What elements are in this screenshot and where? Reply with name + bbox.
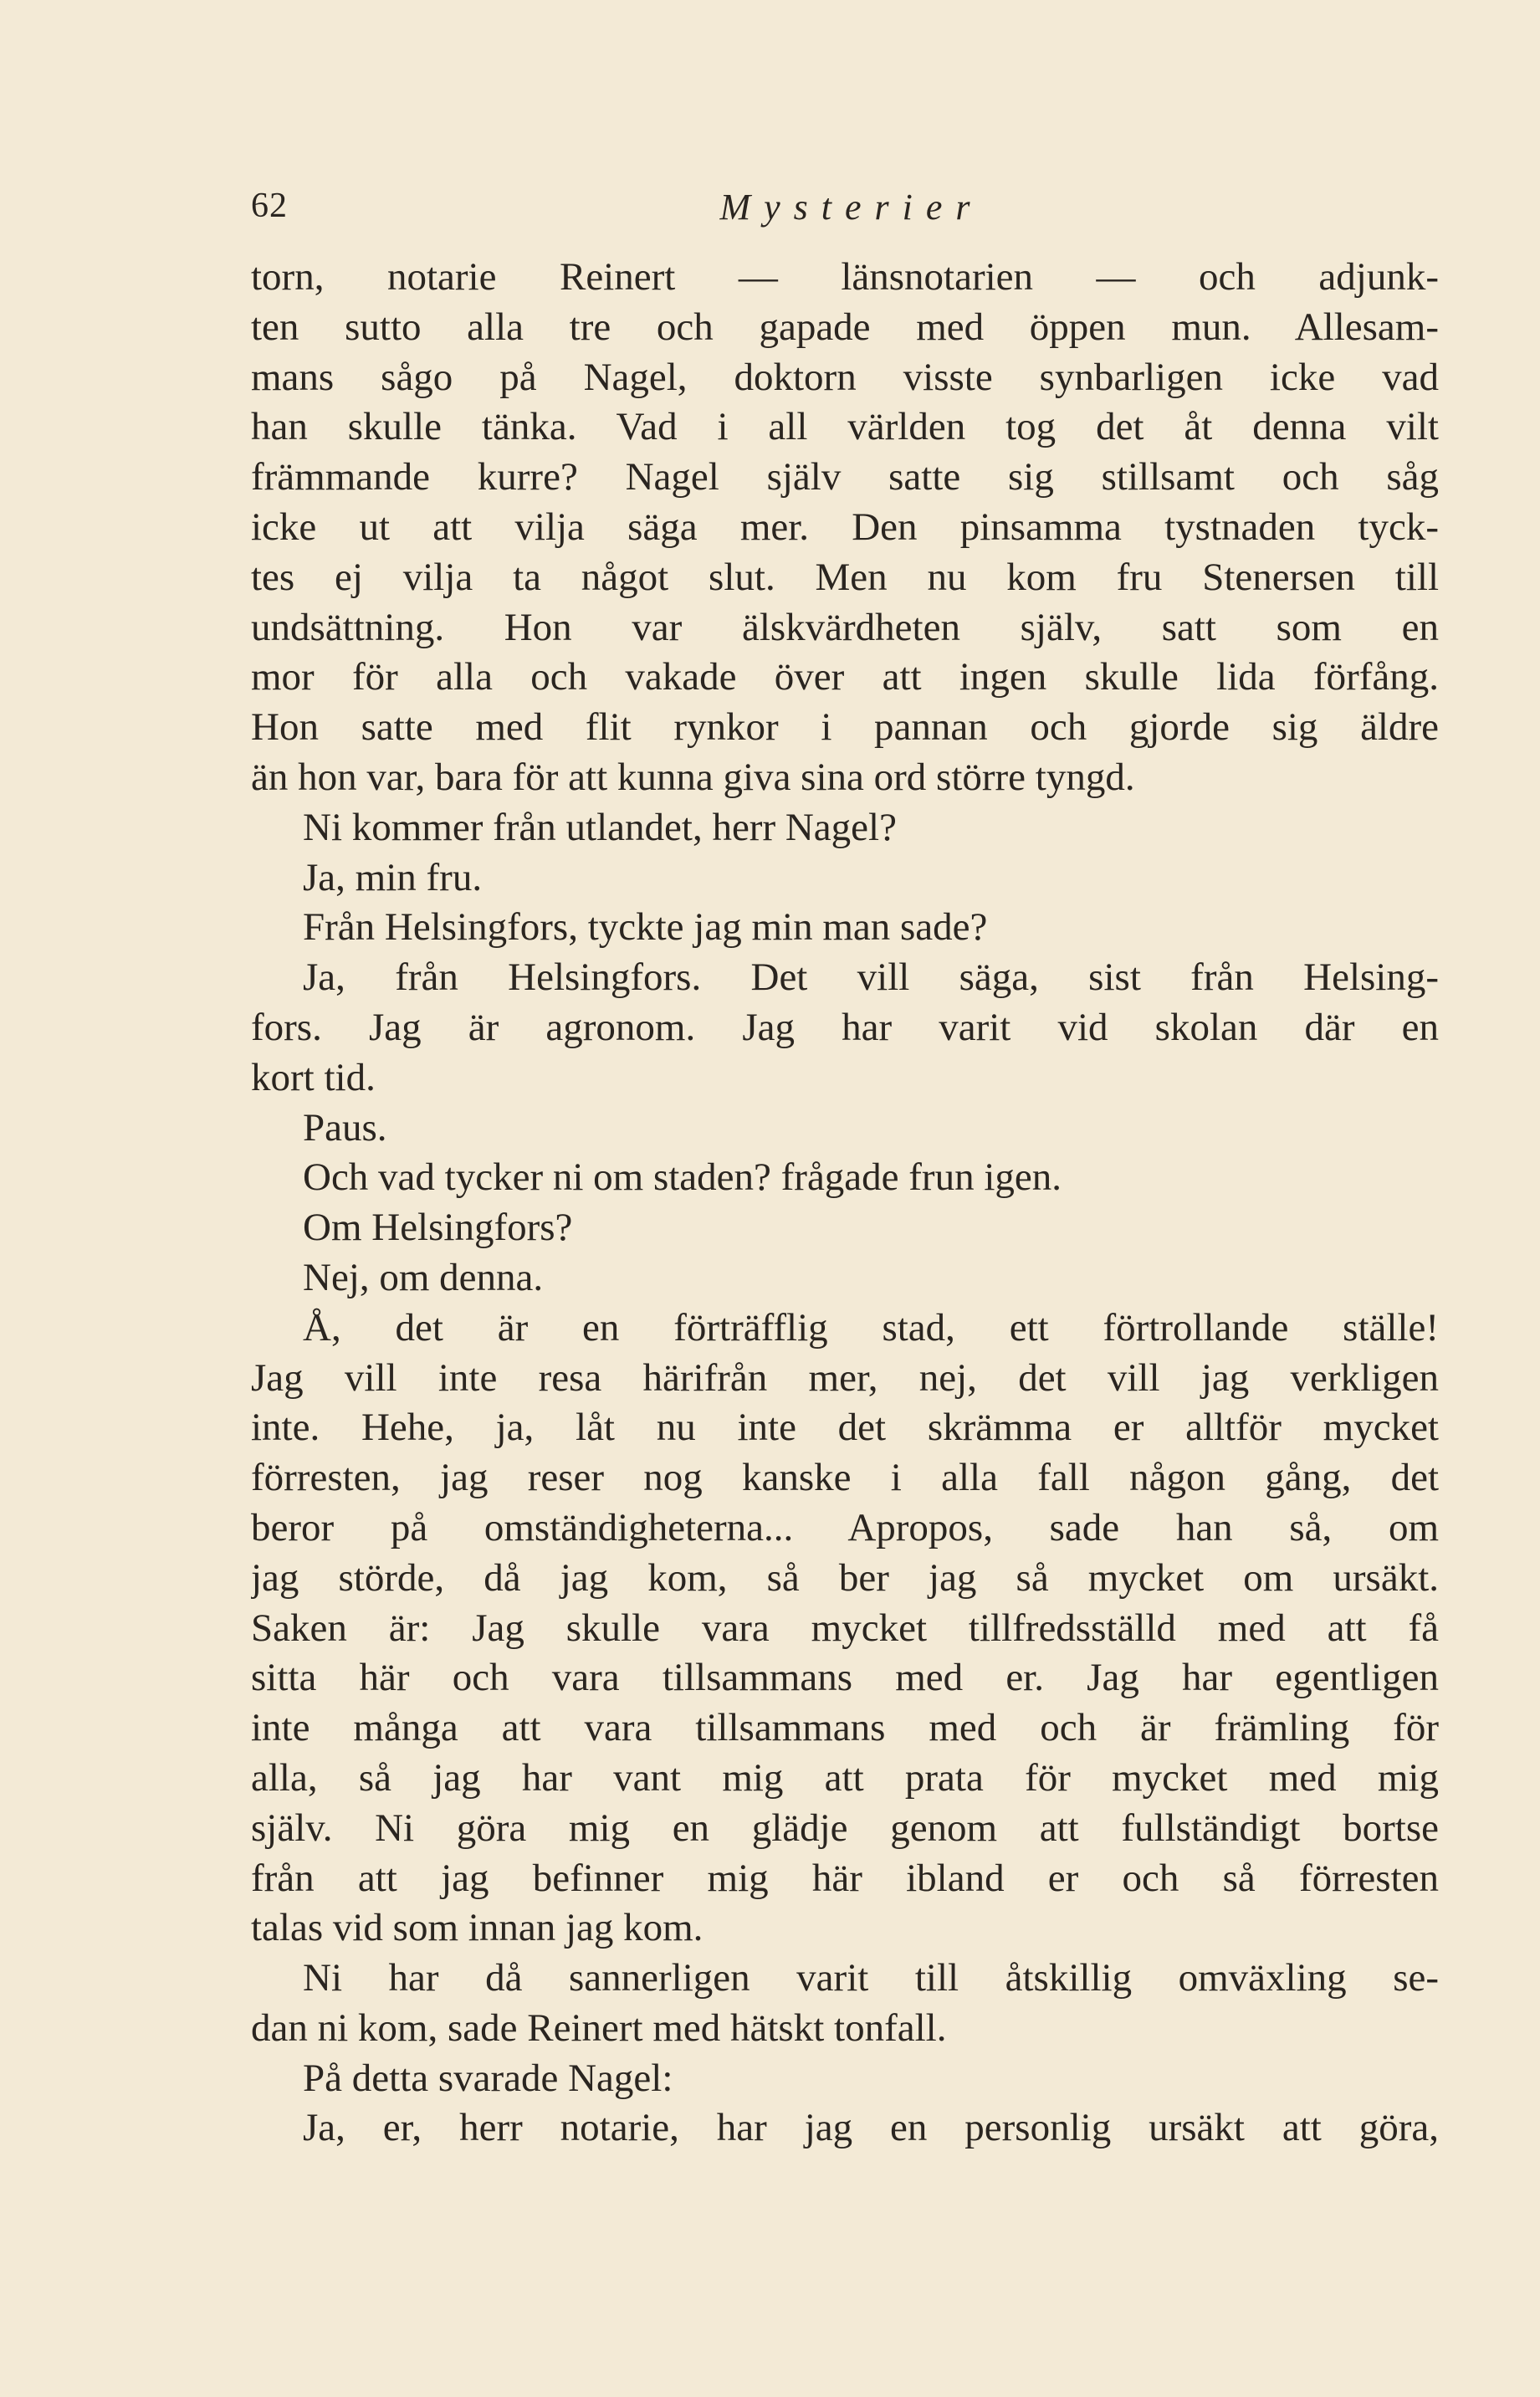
text-line: Och vad tycker ni om staden? frågade frun igen. — [303, 1155, 1062, 1200]
text-line: beror på omständigheterna... Apropos, sade han så, om — [251, 1505, 1439, 1549]
text-line: främmande kurre? Nagel själv satte sig stillsamt och såg — [251, 455, 1439, 499]
text-line: mor för alla och vakade över att ingen skulle lida förfång. — [251, 655, 1439, 699]
text-line: Jag vill inte resa härifrån mer, nej, det vill jag verkligen — [251, 1355, 1439, 1400]
running-title: Mysterier — [719, 187, 984, 228]
text-line: tes ej vilja ta något slut. Men nu kom fru Stenersen till — [251, 555, 1439, 599]
text-line: torn, notarie Reinert — länsnotarien — och adjunk- — [251, 255, 1439, 299]
text-line: icke ut att vilja säga mer. Den pinsamma tystnaden tyck- — [251, 504, 1439, 549]
text-line: förresten, jag reser nog kanske i alla fall någon gång, det — [251, 1456, 1439, 1500]
text-line: Ja, min fru. — [303, 855, 483, 899]
text-line: Saken är: Jag skulle vara mycket tillfredsställd med att få — [251, 1606, 1439, 1650]
text-line: Å, det är en förträfflig stad, ett förtrollande ställe! — [303, 1305, 1439, 1350]
text-line: jag störde, då jag kom, så ber jag så mycket om ursäkt. — [251, 1555, 1439, 1600]
page-number: 62 — [251, 187, 288, 225]
text-line: inte många att vara tillsammans med och är främling för — [251, 1706, 1439, 1750]
text-line: Ni har då sannerligen varit till åtskillig omväxling se- — [303, 1956, 1439, 2000]
text-line: Om Helsingfors? — [303, 1206, 573, 1250]
text-line: Från Helsingfors, tyckte jag min man sade? — [303, 905, 988, 950]
body-text — [251, 253, 1439, 2154]
text-line: Ja, från Helsingfors. Det vill säga, sist från Helsing- — [303, 955, 1439, 1000]
text-line: ten sutto alla tre och gapade med öppen mun. Allesam- — [251, 305, 1439, 349]
text-line: än hon var, bara för att kunna giva sina ord större tyngd. — [251, 755, 1135, 799]
text-line: fors. Jag är agronom. Jag har varit vid skolan där en — [251, 1005, 1439, 1049]
text-line: Hon satte med flit rynkor i pannan och gjorde sig äldre — [251, 705, 1439, 750]
text-line: Nej, om denna. — [303, 1255, 544, 1299]
text-line: Ja, er, herr notarie, har jag en personlig ursäkt att göra, — [303, 2106, 1439, 2150]
text-line: På detta svarade Nagel: — [303, 2056, 673, 2100]
text-line: undsättning. Hon var älskvärdheten själv, satt som en — [251, 605, 1439, 649]
text-line: från att jag befinner mig här ibland er och så förresten — [251, 1856, 1439, 1900]
text-line: dan ni kom, sade Reinert med hätskt tonfall. — [251, 2005, 947, 2050]
running-head — [251, 186, 1439, 236]
text-line: inte. Hehe, ja, låt nu inte det skrämma er alltför mycket — [251, 1406, 1439, 1450]
text-line: mans sågo på Nagel, doktorn visste synbarligen icke vad — [251, 355, 1439, 399]
text-line: Ni kommer från utlandet, herr Nagel? — [303, 805, 897, 849]
text-line: alla, så jag har vant mig att prata för mycket med mig — [251, 1755, 1439, 1800]
text-line: själv. Ni göra mig en glädje genom att fullständigt bortse — [251, 1805, 1439, 1850]
text-line: talas vid som innan jag kom. — [251, 1906, 703, 1950]
text-line: kort tid. — [251, 1055, 376, 1099]
text-line: sitta här och vara tillsammans med er. Jag har egentligen — [251, 1656, 1439, 1700]
text-line: han skulle tänka. Vad i all världen tog det åt denna vilt — [251, 405, 1439, 449]
text-line: Paus. — [303, 1105, 387, 1150]
